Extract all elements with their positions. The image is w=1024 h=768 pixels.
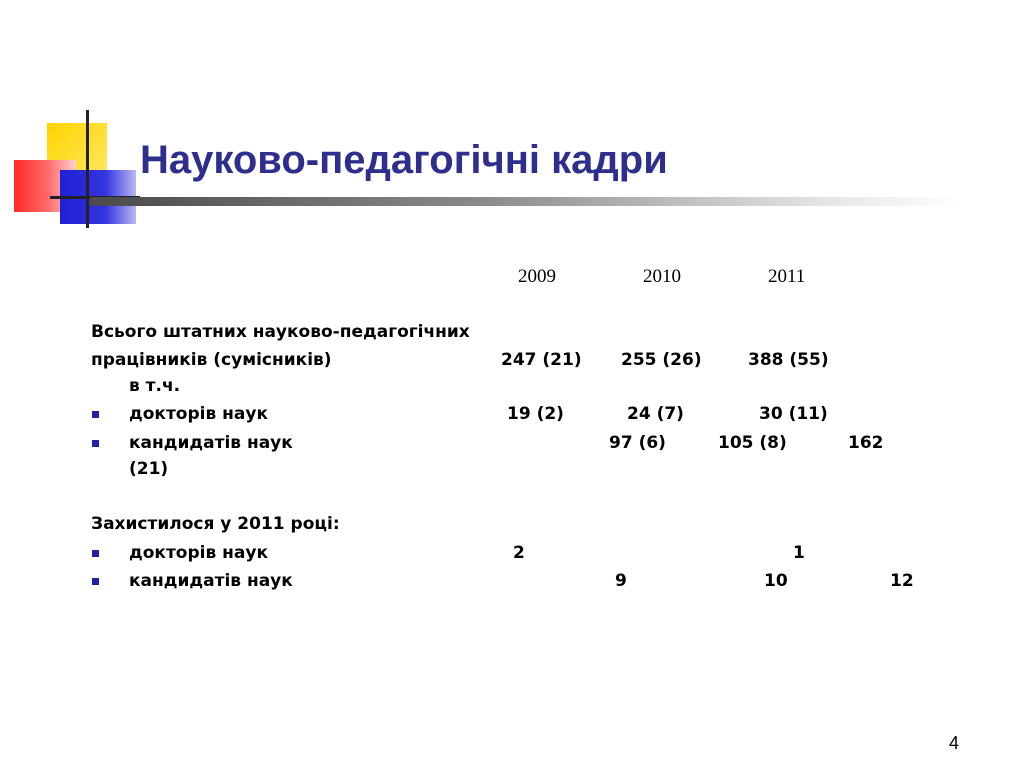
staff-candidates-label: кандидатів наук [129, 433, 293, 453]
staff-sub-note: в т.ч. [129, 376, 181, 396]
defended-candidates-2011: 12 [890, 571, 914, 591]
staff-heading-line1: Всього штатних науково-педагогічних [91, 322, 470, 342]
slide-title: Науково-педагогічні кадри [140, 138, 668, 182]
staff-doctors-label: докторів наук [129, 404, 268, 424]
defended-candidates-2009: 9 [615, 571, 627, 591]
staff-value-2010: 255 (26) [621, 350, 702, 370]
bullet-icon [92, 550, 99, 557]
staff-candidates-wrap: (21) [129, 459, 169, 479]
defended-doctors-value-2: 1 [793, 543, 805, 563]
page-number: 4 [949, 733, 960, 753]
staff-candidates-2009: 97 (6) [609, 433, 666, 453]
defended-doctors-value-1: 2 [513, 543, 525, 563]
bullet-icon [92, 411, 99, 418]
staff-candidates-2011: 162 [848, 433, 884, 453]
bullet-icon [92, 440, 99, 447]
staff-heading-line2: працівників (сумісників) [91, 350, 332, 370]
staff-value-2009: 247 (21) [501, 350, 582, 370]
defended-candidates-2010: 10 [764, 571, 788, 591]
staff-doctors-2011: 30 (11) [759, 404, 828, 424]
vertical-line [86, 110, 89, 228]
year-2011: 2011 [768, 266, 806, 287]
staff-value-2011: 388 (55) [748, 350, 829, 370]
bullet-icon [92, 578, 99, 585]
title-underline [90, 197, 960, 206]
defended-candidates-label: кандидатів наук [129, 571, 293, 591]
staff-doctors-2010: 24 (7) [627, 404, 684, 424]
defended-doctors-label: докторів наук [129, 543, 268, 563]
defended-heading: Захистилося у 2011 році: [91, 514, 340, 534]
year-2009: 2009 [518, 266, 556, 287]
staff-candidates-2010: 105 (8) [718, 433, 787, 453]
staff-doctors-2009: 19 (2) [507, 404, 564, 424]
year-2010: 2010 [643, 266, 681, 287]
